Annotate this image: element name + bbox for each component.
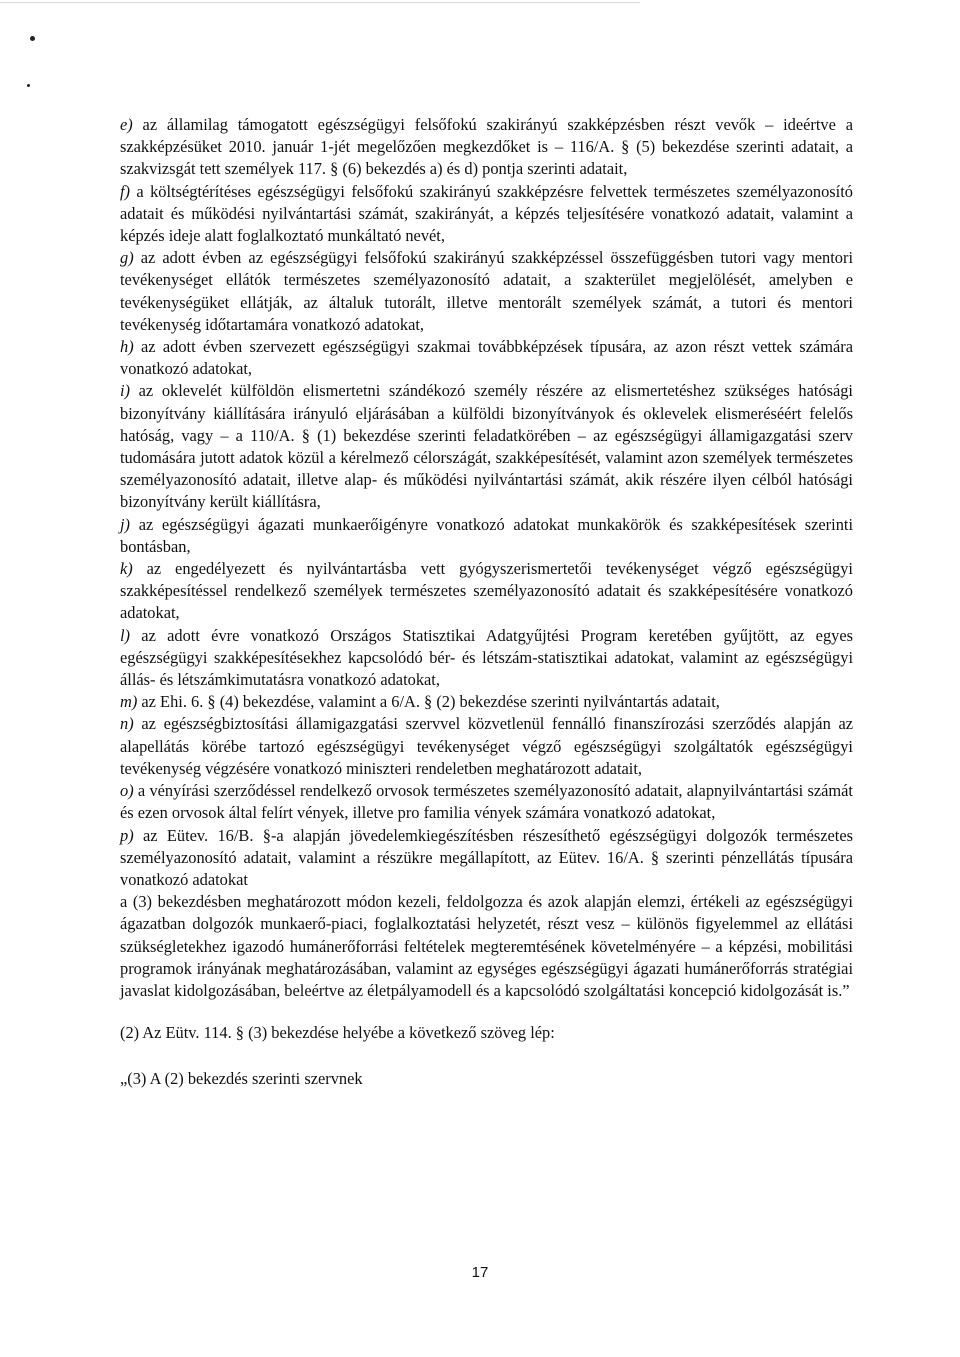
item-f: [120, 181, 853, 248]
item-letter: i): [120, 381, 131, 401]
item-text: az Ehi. 6. § (4) bekezdése, valamint a 6/A. § (2) bekezdése szerinti nyilvántartás adatait,: [141, 692, 720, 712]
item-text: az engedélyezett és nyilvántartásba vett gyógyszerismertetői tevékenységet végző egészségügyi szakképesítéssel rendelkező személyek természetes személyazonosító adatait és szakképesítésére vonatkozó adatokat,: [120, 559, 853, 623]
item-n: [120, 713, 853, 780]
scan-top-border: [0, 2, 640, 3]
closing-paragraph: a (3) bekezdésben meghatározott módon kezeli, feldolgozza és azok alapján elemzi, értékeli az egészségügyi ágazatban dolgozók munkaerő-piaci, foglalkoztatási helyzetét, részt vesz – különös figyelemmel az ellátási szükségletekhez igazodó humánerőforrási feltételek megteremtésének követelményére – a képzési, mobilitási programok irányának meghatározásában, valamint az egységes egészségügyi ágazati humánerőforrás stratégiai javaslat kidolgozásában, beleértve az életpályamodell és a kapcsolódó szolgáltatási koncepció kidolgozását is.”: [120, 892, 853, 1000]
item-p: [120, 825, 853, 892]
item-i: [120, 380, 853, 513]
item-text: az oklevelét külföldön elismertetni szándékozó személy részére az elismertetéshez szükséges hatósági bizonyítvány kiállítására irányuló eljárásában a külföldi bizonyítványok és oklevelek elismeréséért felelős hatóság, vagy – a 110/A. § (1) bekezdése szerinti feladatkörében – az egészségügyi államigazgatási szerv tudomására jutott adatok közül a kérelmező célországát, szakképesítését, valamint azon személyek természetes személyazonosító adatait, illetve alap- és működési nyilvántartási számát, akik részére ilyen célból hatósági bizonyítvány került kiállításra,: [120, 381, 853, 512]
item-letter: e): [120, 115, 133, 134]
item-letter: g): [120, 248, 134, 268]
item-letter: l): [120, 625, 131, 645]
item-j: [120, 514, 853, 558]
item-letter: h): [120, 337, 134, 357]
item-text: az adott évre vonatkozó Országos Statisztikai Adatgyűjtési Program keretében gyűjtött, az egyes egészségügyi szakképesítésekhez kapcsolódó bér- és létszám-statisztikai adatokat, valamint az egészségügyi állás- és létszámkimutatásra vonatkozó adatokat,: [120, 625, 853, 690]
item-text: az államilag támogatott egészségügyi felsőfokú szakirányú szakképzésben részt vevők – ideértve a szakképzésüket 2010. január 1-jét megelőzően megkezdőket is – 116/A. § (5) bekezdése szerinti adatait, a szakvizsgát tett személyek 117. § (6) bekezdés a) és d) pontja szerinti adatait,: [120, 115, 853, 179]
item-letter: f): [120, 181, 131, 201]
item-k: [120, 558, 853, 625]
scan-speck: [27, 84, 30, 87]
item-letter: n): [120, 714, 134, 734]
item-text: a költségtérítéses egészségügyi felsőfokú szakirányú szakképzésre felvettek természetes személyazonosító adatait és működési nyilvántartási számát, szakirányát, a képzés teljesítésére vonatkozó adatait, valamint a képzés ideje alatt foglalkoztató munkáltató nevét,: [120, 181, 853, 246]
item-letter: p): [120, 825, 134, 845]
document-body: [120, 114, 853, 1091]
item-h: [120, 336, 853, 380]
item-letter: j): [120, 514, 131, 534]
item-m: [120, 691, 853, 713]
item-g: [120, 247, 853, 336]
item-e: [120, 114, 853, 181]
item-text: a vényírási szerződéssel rendelkező orvosok természetes személyazonosító adatait, alapnyilvántartási számát és ezen orvosok által felírt vények, illetve pro familia vények számára vonatkozó adatokat,: [120, 781, 853, 823]
item-o: [120, 780, 853, 824]
item-letter: k): [120, 559, 133, 579]
item-text: az adott évben szervezett egészségügyi szakmai továbbképzések típusára, az azon részt vettek számára vonatkozó adatokat,: [120, 337, 853, 379]
item-text: az adott évben az egészségügyi felsőfokú szakirányú szakképzéssel összefüggésben tutori vagy mentori tevékenységet ellátók természetes személyazonosító adatait, a szakterület megjelölését, amelyben e tevékenységüket ellátják, az általuk tutorált, illetve mentorált személyek számát, a tutori és mentori tevékenység időtartamára vonatkozó adatokat,: [120, 248, 853, 334]
page-number: 17: [471, 1264, 489, 1281]
item-letter: m): [120, 692, 138, 712]
item-text: az Eütev. 16/B. §-a alapján jövedelemkiegészítésben részesíthető egészségügyi dolgozók természetes személyazonosító adatait, valamint a részükre megállapított, az Eütev. 16/A. § szerinti pénzellátás típusára vonatkozó adatokat: [120, 825, 853, 889]
amendment-paragraph: (2) Az Eütv. 114. § (3) bekezdése helyébe a következő szöveg lép:: [120, 1023, 555, 1043]
item-letter: o): [120, 781, 134, 801]
item-text: az egészségbiztosítási államigazgatási szervvel közvetlenül fennálló finanszírozási szerződés alapján az alapellátás körébe tartozó egészségügyi tevékenységet végző egészségügyi szolgáltatók egészségügyi tevékenység végzésére vonatkozó miniszteri rendeletben meghatározott adatait,: [120, 714, 853, 778]
item-l: [120, 625, 853, 692]
scan-speck: [30, 36, 35, 41]
item-text: az egészségügyi ágazati munkaerőigényre vonatkozó adatokat munkakörök és szakképesítések szerinti bontásban,: [120, 514, 853, 556]
quoted-paragraph-start: „(3) A (2) bekezdés szerinti szervnek: [120, 1069, 363, 1089]
